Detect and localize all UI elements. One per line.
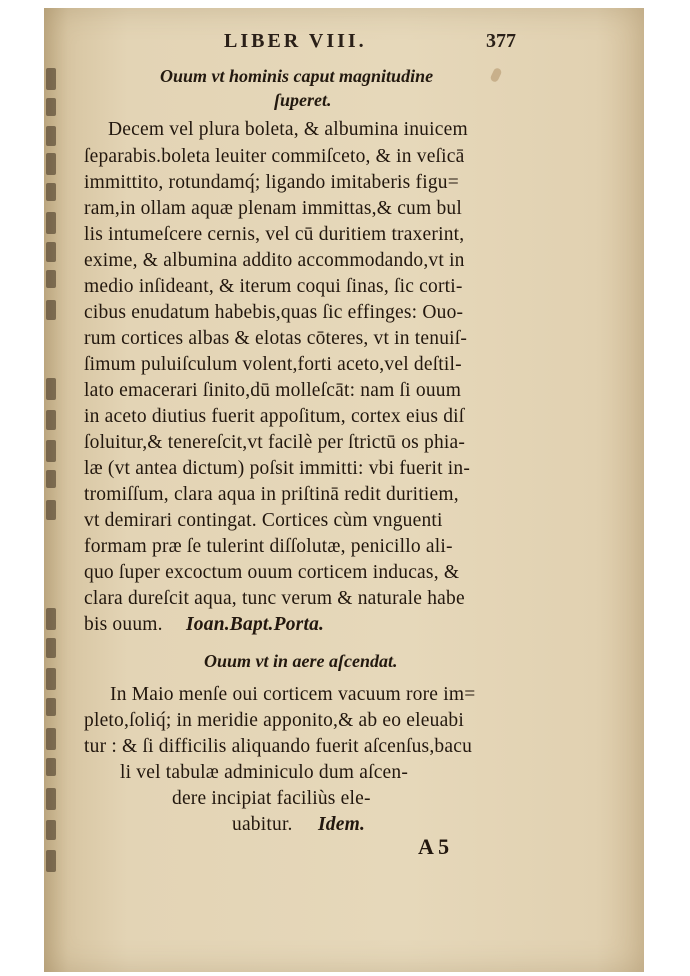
text-line: ſimum puluiſculum volent,forti aceto,vel deſtil- bbox=[84, 354, 462, 375]
facing-page-bleed bbox=[44, 8, 70, 972]
text-line: tromiſſum, clara aqua in priſtinā redit duritiem, bbox=[84, 484, 459, 505]
signature-mark: A 5 bbox=[418, 834, 450, 859]
attribution: Ioan.Bapt.Porta. bbox=[186, 614, 325, 635]
text-line: immittito, rotundamq́; ligando imitaberis figu= bbox=[84, 172, 459, 193]
text-line: Decem vel plura boleta, & albumina inuicem bbox=[108, 119, 468, 140]
text-line: pleto,ſoliq́; in meridie apponito,& ab eo eleuabi bbox=[84, 710, 465, 731]
text-line: formam præ ſe tulerint diſſolutæ, penicillo ali- bbox=[84, 536, 453, 557]
text-line: lato emacerari ſinito,dū molleſcāt: nam ſi ouum bbox=[84, 380, 462, 401]
text-line: lis intumeſcere cernis, vel cū duritiem traxerint, bbox=[84, 224, 465, 245]
text-line: læ (vt antea dictum) poſsit immitti: vbi fuerit in- bbox=[84, 458, 471, 479]
text-line: In Maio menſe oui corticem vacuum rore im= bbox=[110, 684, 476, 705]
text-line: bis ouum. bbox=[84, 614, 163, 635]
text-line: medio inſideant, & iterum coqui ſinas, ſic corti- bbox=[84, 276, 463, 297]
section-title-2: Ouum vt in aere aſcendat. bbox=[204, 651, 398, 671]
text-line: ſoluitur,& tenereſcit,vt facilè per ſtrictū os phia- bbox=[84, 432, 466, 453]
text-line: exime, & albumina addito accommodando,vt in bbox=[84, 250, 465, 271]
text-line: in aceto diutius fuerit appoſitum, cortex eius diſ bbox=[84, 406, 465, 427]
text-line: cibus enudatum habebis,quas ſic effinges: Ouo- bbox=[84, 302, 464, 323]
page-number: 377 bbox=[486, 30, 516, 52]
running-head: LIBER VIII. bbox=[224, 30, 367, 52]
section-title-1b: ſuperet. bbox=[274, 90, 332, 110]
text-line: quo ſuper excoctum ouum corticem inducas, & bbox=[84, 562, 460, 583]
attribution: Idem. bbox=[318, 814, 366, 835]
text-line: ram,in ollam aquæ plenam immittas,& cum bul bbox=[84, 198, 462, 219]
text-line: dere incipiat faciliùs ele- bbox=[172, 788, 371, 809]
text-line: clara dureſcit aqua, tunc verum & naturale habe bbox=[84, 588, 465, 609]
section-title-1a: Ouum vt hominis caput magnitudine bbox=[160, 66, 434, 86]
text-line: li vel tabulæ adminiculo dum aſcen- bbox=[120, 762, 409, 783]
text-line: tur : & ſi difficilis aliquando fuerit aſcenſus,bacu bbox=[84, 736, 473, 757]
text-line: uabitur. bbox=[232, 814, 293, 835]
text-line: ſeparabis.boleta leuiter commiſceto, & in veſicā bbox=[84, 146, 465, 167]
text-line: rum cortices albas & elotas cōteres, vt in tenuiſ- bbox=[84, 328, 468, 349]
text-line: vt demirari contingat. Cortices cùm vnguenti bbox=[84, 510, 443, 531]
